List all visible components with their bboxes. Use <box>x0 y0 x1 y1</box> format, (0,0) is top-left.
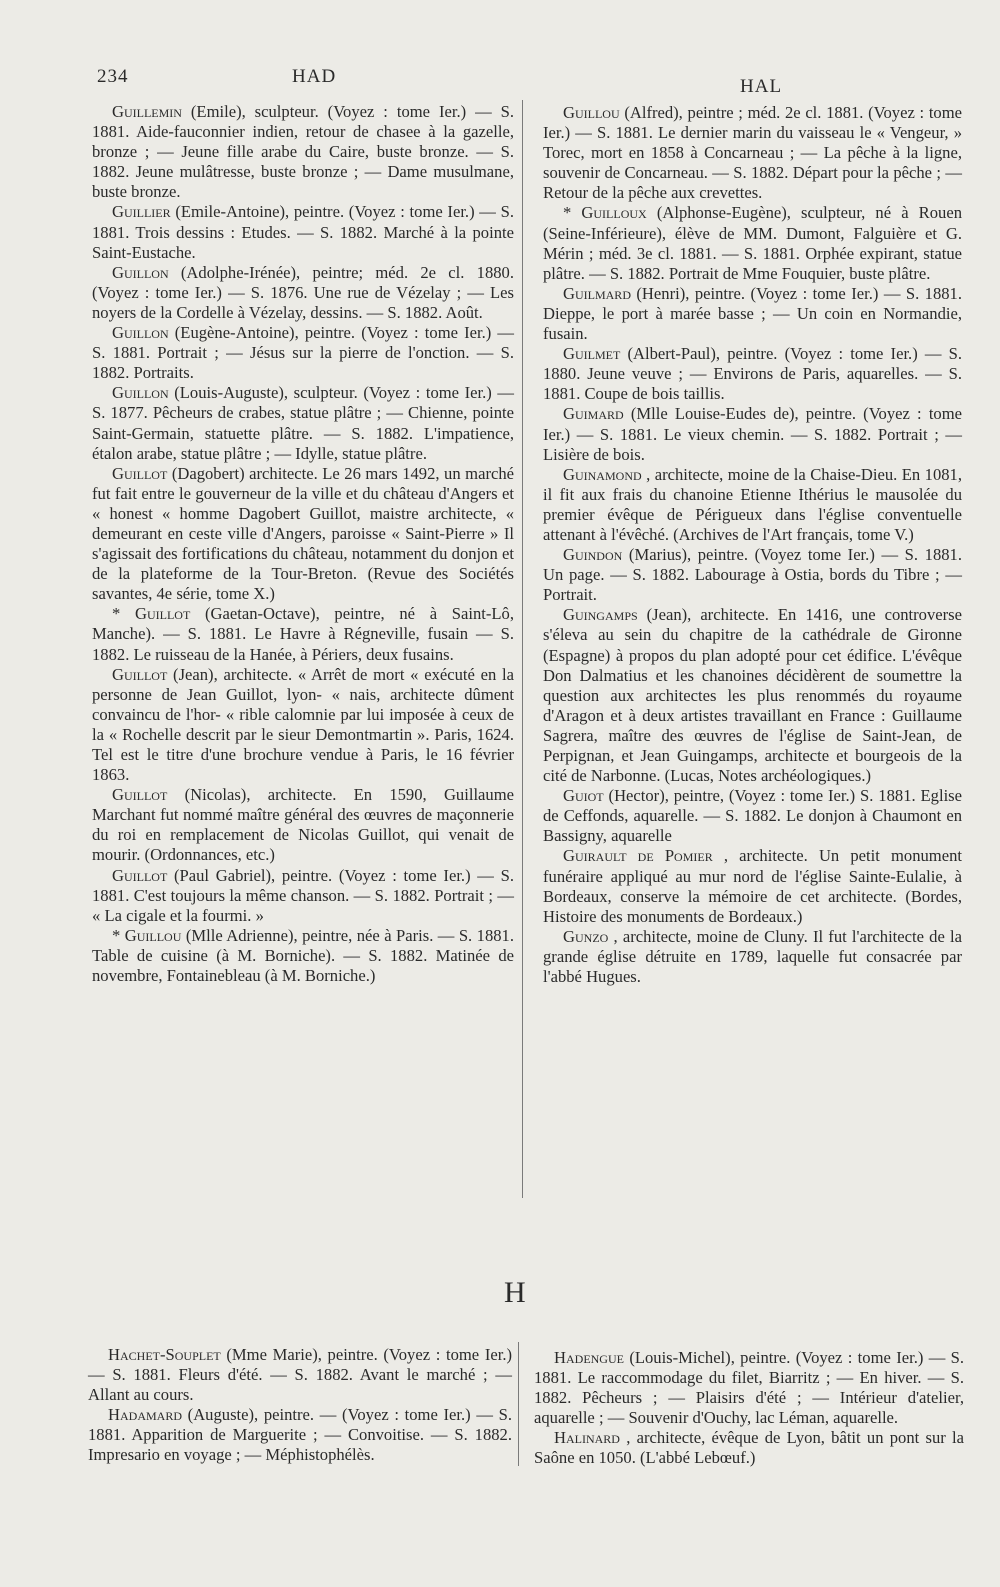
entry-text: (Adolphe-Irénée), peintre; méd. 2e cl. 1880. (Voyez : tome Ier.) — S. 1876. Une rue de Vézelay ; — Les noyers de la Cordelle à Vézelay, dessins. — S. 1882. Août. <box>92 262 514 322</box>
entry-name: * Guilloux <box>563 203 647 223</box>
entry-name: Guillemin <box>112 102 182 121</box>
entry <box>92 665 514 786</box>
entry-text: (Henri), peintre. (Voyez : tome Ier.) — S. 1881. Dieppe, le port à marée basse ; — Un coin en Normandie, fusain. <box>543 283 962 344</box>
entry-text: (Auguste), peintre. — (Voyez : tome Ier.) — S. 1881. Apparition de Marguerite ; — Convoitise. — S. 1882. Impresario en voyage ; — Méphistophélès. <box>88 1405 512 1465</box>
entry <box>534 1348 964 1428</box>
entry <box>88 1345 512 1405</box>
entry-text: (Jean), architecte. « Arrêt de mort « exécuté en la personne de Jean Guillot, lyon- « nais, architecte dûment convaincu de l'hor- « rible calomnie par lui imposée à ceux de la « Rochelle descrit par le sieur Demontmartin ». Paris, 1624. Tel est le titre d'une brochure vendue à Paris, le 16 février 1863. <box>92 664 514 785</box>
entry-text: (Louis-Michel), peintre. (Voyez : tome Ier.) — S. 1881. Le raccommodage du filet, Biarritz ; — En hiver. — S. 1882. Pêcheurs ; — Plaisirs d'été ; — Intérieur d'atelier, aquarelle ; — Souvenir d'Ouchy, lac Léman, aquarelle. <box>534 1348 964 1428</box>
page-number: 234 <box>97 66 129 87</box>
entry <box>543 404 962 464</box>
entry <box>88 1405 512 1465</box>
entry-name: Hadamard <box>108 1405 182 1425</box>
entry-name: Gunzo <box>563 926 609 946</box>
entry <box>543 545 962 605</box>
entry <box>92 323 514 383</box>
entry <box>543 927 962 987</box>
entry-text: , architecte. Un petit monument funéraire appliqué au mur nord de l'église Sainte-Eulalie, à Bordeaux, conserve la mémoire de cet architecte. (Bordes, Histoire des monuments de Bordeaux.) <box>543 846 962 926</box>
entry-text: (Gaetan-Octave), peintre, né à Saint-Lô, Manche). — S. 1881. Le Havre à Régneville, fusain — S. 1882. Le ruisseau de la Hanée, à Périers, deux fusains. <box>92 604 515 664</box>
entry <box>543 465 962 545</box>
entry <box>92 263 514 323</box>
entry-name: * Guillou <box>112 925 182 945</box>
entry <box>92 926 514 986</box>
entry <box>543 203 962 283</box>
entry <box>92 604 514 664</box>
entry <box>92 202 514 262</box>
entry <box>543 846 962 926</box>
entry-text: (Mlle Louise-Eudes de), peintre. (Voyez : tome Ier.) — S. 1881. Le vieux chemin. — S. 1882. Portrait ; — Lisière de bois. <box>543 404 962 464</box>
entry-name: Guillot <box>112 463 168 483</box>
running-head-right: HAL <box>740 76 783 97</box>
entry-text: (Emile), sculpteur. (Voyez : tome Ier.) — S. 1881. Aide-fauconnier indien, retour de chasee à la gazelle, bronze ; — Jeune fille arabe du Caire, buste bronze. — S. 1882. Jeune mulâtresse, buste bronze ; — Dame musulmane, buste bronze. <box>92 102 514 202</box>
entry <box>92 866 514 926</box>
entry-text: (Eugène-Antoine), peintre. (Voyez : tome Ier.) — S. 1881. Portrait ; — Jésus sur la pierre de l'onction. — S. 1882. Portraits. <box>92 323 514 383</box>
entry-name: Guinamond <box>563 464 642 484</box>
entry-text: (Hector), peintre, (Voyez : tome Ier.) S. 1881. Eglise de Ceffonds, aquarelle. — S. 1882. Le donjon à Chaumont en Bassigny, aquarelle <box>543 786 962 846</box>
entry-name: Guillou <box>563 103 620 122</box>
bottom-right-column <box>534 1348 964 1469</box>
left-column <box>92 102 514 986</box>
entry-name: Hachet-Souplet <box>108 1345 221 1364</box>
entry-text: (Nicolas), architecte. En 1590, Guillaume Marchant fut nommé maître général des œuvres de maçonnerie du roi en remplacement de Nicolas Guillot, qui venait de mourir. (Ordonnances, etc.) <box>92 785 514 865</box>
entry-text: (Marius), peintre. (Voyez tome Ier.) — S. 1881. Un page. — S. 1882. Labourage à Ostia, bords du Tibre ; — Portrait. <box>543 545 962 605</box>
entry-text: (Alfred), peintre ; méd. 2e cl. 1881. (Voyez : tome Ier.) — S. 1881. Le dernier marin du vaisseau le « Vengeur, » Torec, mort en 1858 à Concarneau ; — La pêche à la ligne, souvenir de Concarneau. — S. 1882. Départ pour la pêche ; — Retour de la pêche aux crevettes. <box>543 103 962 203</box>
entry <box>543 284 962 344</box>
entry-name: Guillot <box>112 664 168 684</box>
entry-name: Guillot <box>112 865 168 885</box>
entry-name: Guillier <box>112 202 171 222</box>
column-divider <box>522 100 523 1198</box>
entry <box>534 1428 964 1468</box>
entry-name: Guilmard <box>563 283 631 303</box>
entry-name: Guillon <box>112 262 169 282</box>
entry <box>92 102 514 202</box>
entry-text: (Mlle Adrienne), peintre, née à Paris. — S. 1881. Table de cuisine (à M. Borniche). — S. 1882. Matinée de novembre, Fontainebleau (à M. Borniche.) <box>92 925 514 986</box>
entry-text: (Albert-Paul), peintre. (Voyez : tome Ier.) — S. 1880. Jeune veuve ; — Environs de Paris, aquarelles. — S. 1881. Coupe de bois taillis. <box>543 344 962 404</box>
entry <box>543 786 962 846</box>
entry-name: Guimard <box>563 404 624 424</box>
entry-name: * Guillot <box>112 604 191 624</box>
entry-name: Guillon <box>112 323 169 343</box>
entry-text: , architecte, moine de la Chaise-Dieu. En 1081, il fit aux frais du chanoine Etienne Ithérius le mausolée du premier évêque de Périgueux dans l'église conventuelle attenant à l'évêché. (Archives de l'Art français, tome V.) <box>543 464 962 544</box>
entry-name: Hadengue <box>554 1348 624 1367</box>
right-column <box>543 103 962 987</box>
entry-text: (Jean), architecte. En 1416, une controverse s'éleva au sein du chapitre de la cathédrale de Gironne (Espagne) à propos du plan adopté pour cet édifice. L'évêque Don Dalmatius et les chanoines décidèrent de soumettre la question aux architectes les plus renommés du royaume d'Aragon et à deux artistes travaillant en France : Guillaume Sagrera, maître des œuvres de l'église de Saint-Jean, de Perpignan, et Jean Guingamps, architecte et bourgeois de la cité de Narbonne. (Lucas, Notes archéologiques.) <box>543 605 962 786</box>
running-head-left: HAD <box>292 66 337 87</box>
entry <box>543 103 962 203</box>
entry-name: Guilmet <box>563 344 621 364</box>
entry <box>543 605 962 786</box>
entry-text: (Paul Gabriel), peintre. (Voyez : tome Ier.) — S. 1881. C'est toujours la même chanson. — S. 1882. Portrait ; — « La cigale et la fourmi. » <box>92 865 514 925</box>
entry <box>92 785 514 865</box>
entry <box>92 464 514 605</box>
section-letter: H <box>504 1276 526 1309</box>
entry-text: (Alphonse-Eugène), sculpteur, né à Rouen (Seine-Inférieure), élève de MM. Dumont, Falguière et G. Mérin ; méd. 3e cl. 1881. — S. 1881. Orphée expirant, statue plâtre. — S. 1882. Portrait de Mme Fouquier, buste plâtre. <box>543 203 962 283</box>
entry-text: (Dagobert) architecte. Le 26 mars 1492, un marché fut fait entre le gouverneur de la ville et du château d'Angers et « honest « homme Dagobert Guillot, maistre architecte, « demeurant en ceste ville d'Angers, paroisse « Saint-Pierre » Il s'agissait des fortifications du château, notamment du donjon et de la plateforme de la Tour-Breton. (Revue des Sociétés savantes, 4e série, tome X.) <box>92 463 514 604</box>
column-divider-bottom <box>518 1342 519 1466</box>
entry-text: (Louis-Auguste), sculpteur. (Voyez : tome Ier.) — S. 1877. Pêcheurs de crabes, statue plâtre ; — Chienne, pointe Saint-Germain, statuette plâtre. — S. 1882. L'impatience, étalon arabe, statue plâtre ; — Idylle, statue plâtre. <box>92 383 514 463</box>
entry-name: Halinard <box>554 1428 620 1448</box>
bottom-left-column <box>88 1345 512 1466</box>
entry-text: (Mme Marie), peintre. (Voyez : tome Ier.) — S. 1881. Fleurs d'été. — S. 1882. Avant le marché ; — Allant au cours. <box>88 1345 512 1405</box>
entry-name: Guirault de Pomier <box>563 846 713 866</box>
entry-name: Guingamps <box>563 605 638 625</box>
entry <box>92 383 514 463</box>
entry-name: Guillot <box>112 785 168 805</box>
entry-name: Guindon <box>563 545 623 565</box>
entry <box>543 344 962 404</box>
entry-text: , architecte, évêque de Lyon, bâtit un pont sur la Saône en 1050. (L'abbé Lebœuf.) <box>534 1428 964 1468</box>
entry-name: Guiot <box>563 786 604 806</box>
entry-text: (Emile-Antoine), peintre. (Voyez : tome Ier.) — S. 1881. Trois dessins : Etudes. — S. 1882. Marché à la pointe Saint-Eustache. <box>92 202 514 262</box>
entry-text: , architecte, moine de Cluny. Il fut l'architecte de la grande église détruite en 1789, laquelle fut consacrée par l'abbé Hugues. <box>543 926 962 987</box>
entry-name: Guillon <box>112 383 169 403</box>
